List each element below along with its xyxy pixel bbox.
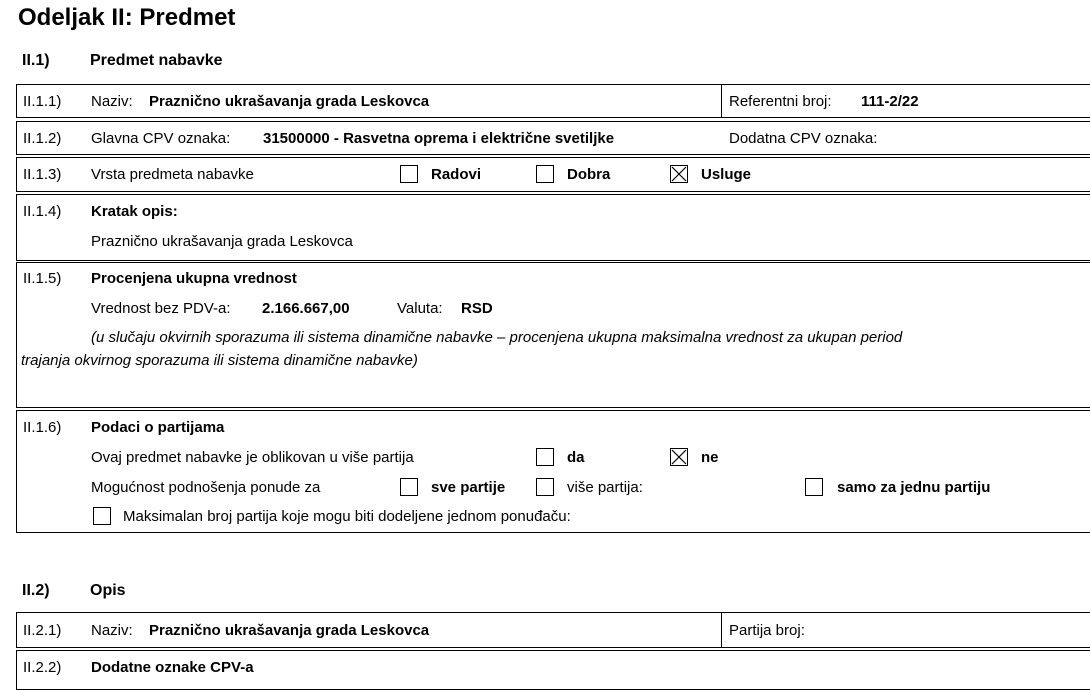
- partija-label: Partija broj:: [729, 622, 805, 639]
- field-label: Naziv:: [91, 93, 133, 110]
- sve-partije-checkbox[interactable]: [400, 478, 418, 496]
- maks-partija-label: Maksimalan broj partija koje mogu biti dodeljene jednom ponuđaču:: [123, 508, 571, 525]
- maks-partija-checkbox[interactable]: [93, 507, 111, 525]
- dobra-checkbox[interactable]: [536, 165, 554, 183]
- dobra-label: Dobra: [567, 166, 611, 183]
- page-title: Odeljak II: Predmet: [18, 4, 236, 31]
- ponuda-question: Mogućnost podnošenja ponude za: [91, 479, 321, 496]
- value-label: Vrednost bez PDV-a:: [91, 300, 231, 317]
- ref-label: Referentni broj:: [729, 93, 832, 110]
- row-number: II.1.1): [23, 93, 62, 110]
- row-opis-naziv: [16, 612, 1090, 648]
- row-vrednost: [16, 262, 1090, 408]
- field-label: Kratak opis:: [91, 203, 178, 220]
- radovi-label: Radovi: [431, 166, 482, 183]
- row-naziv: [16, 84, 1090, 118]
- row-number: II.1.5): [23, 270, 62, 287]
- divider: [721, 85, 722, 117]
- section-title: Opis: [90, 582, 126, 599]
- cpv-value: 31500000 - Rasvetna oprema i električne svetiljke: [263, 130, 615, 147]
- checked-x-icon: [671, 449, 687, 465]
- row-number: II.1.2): [23, 130, 62, 147]
- da-label: da: [567, 449, 585, 466]
- field-label: Dodatne oznake CPV-a: [91, 659, 254, 676]
- note-line-1: (u slučaju okvirnih sporazuma ili sistema dinamične nabavke – procenjena ukupna maksimalna vrednost za ukupan period: [91, 329, 903, 346]
- row-number: II.1.3): [23, 166, 62, 183]
- currency-label: Valuta:: [397, 300, 443, 317]
- extra-cpv-label: Dodatna CPV oznaka:: [729, 130, 878, 147]
- sve-partije-label: sve partije: [431, 479, 506, 496]
- jedna-partija-label: samo za jednu partiju: [837, 479, 991, 496]
- ne-checkbox[interactable]: [670, 448, 688, 466]
- field-value: Praznično ukrašavanja grada Leskovca: [149, 93, 430, 110]
- vise-partija-checkbox[interactable]: [536, 478, 554, 496]
- row-vrsta: [16, 157, 1090, 192]
- ne-label: ne: [701, 449, 719, 466]
- row-partije: [16, 410, 1090, 533]
- divider: [721, 613, 722, 647]
- row-cpv: [16, 121, 1090, 155]
- field-label: Glavna CPV oznaka:: [91, 130, 231, 147]
- currency-value: RSD: [461, 300, 493, 317]
- partije-question: Ovaj predmet nabavke je oblikovan u više partija: [91, 449, 414, 466]
- radovi-checkbox[interactable]: [400, 165, 418, 183]
- section-number: II.2): [22, 582, 50, 599]
- row-number: II.2.1): [23, 622, 62, 639]
- jedna-partija-checkbox[interactable]: [805, 478, 823, 496]
- field-label: Procenjena ukupna vrednost: [91, 270, 297, 287]
- vise-partija-label: više partija:: [567, 479, 643, 496]
- field-label: Naziv:: [91, 622, 133, 639]
- note-line-2: trajanja okvirnog sporazuma ili sistema dinamične nabavke): [21, 352, 418, 369]
- row-number: II.1.4): [23, 203, 62, 220]
- field-value: Praznično ukrašavanja grada Leskovca: [149, 622, 430, 639]
- row-number: II.1.6): [23, 419, 62, 436]
- usluge-checkbox[interactable]: [670, 165, 688, 183]
- usluge-label: Usluge: [701, 166, 752, 183]
- da-checkbox[interactable]: [536, 448, 554, 466]
- field-value: Praznično ukrašavanja grada Leskovca: [91, 233, 353, 250]
- field-label: Podaci o partijama: [91, 419, 225, 436]
- value-amount: 2.166.667,00: [262, 300, 350, 317]
- section-number: II.1): [22, 52, 50, 69]
- ref-value: 111-2/22: [861, 93, 919, 110]
- row-number: II.2.2): [23, 659, 62, 676]
- checked-x-icon: [671, 166, 687, 182]
- section-title: Predmet nabavke: [90, 52, 223, 69]
- row-kratak-opis: [16, 194, 1090, 261]
- row-cpv-oznake: [16, 650, 1090, 690]
- field-label: Vrsta predmeta nabavke: [91, 166, 254, 183]
